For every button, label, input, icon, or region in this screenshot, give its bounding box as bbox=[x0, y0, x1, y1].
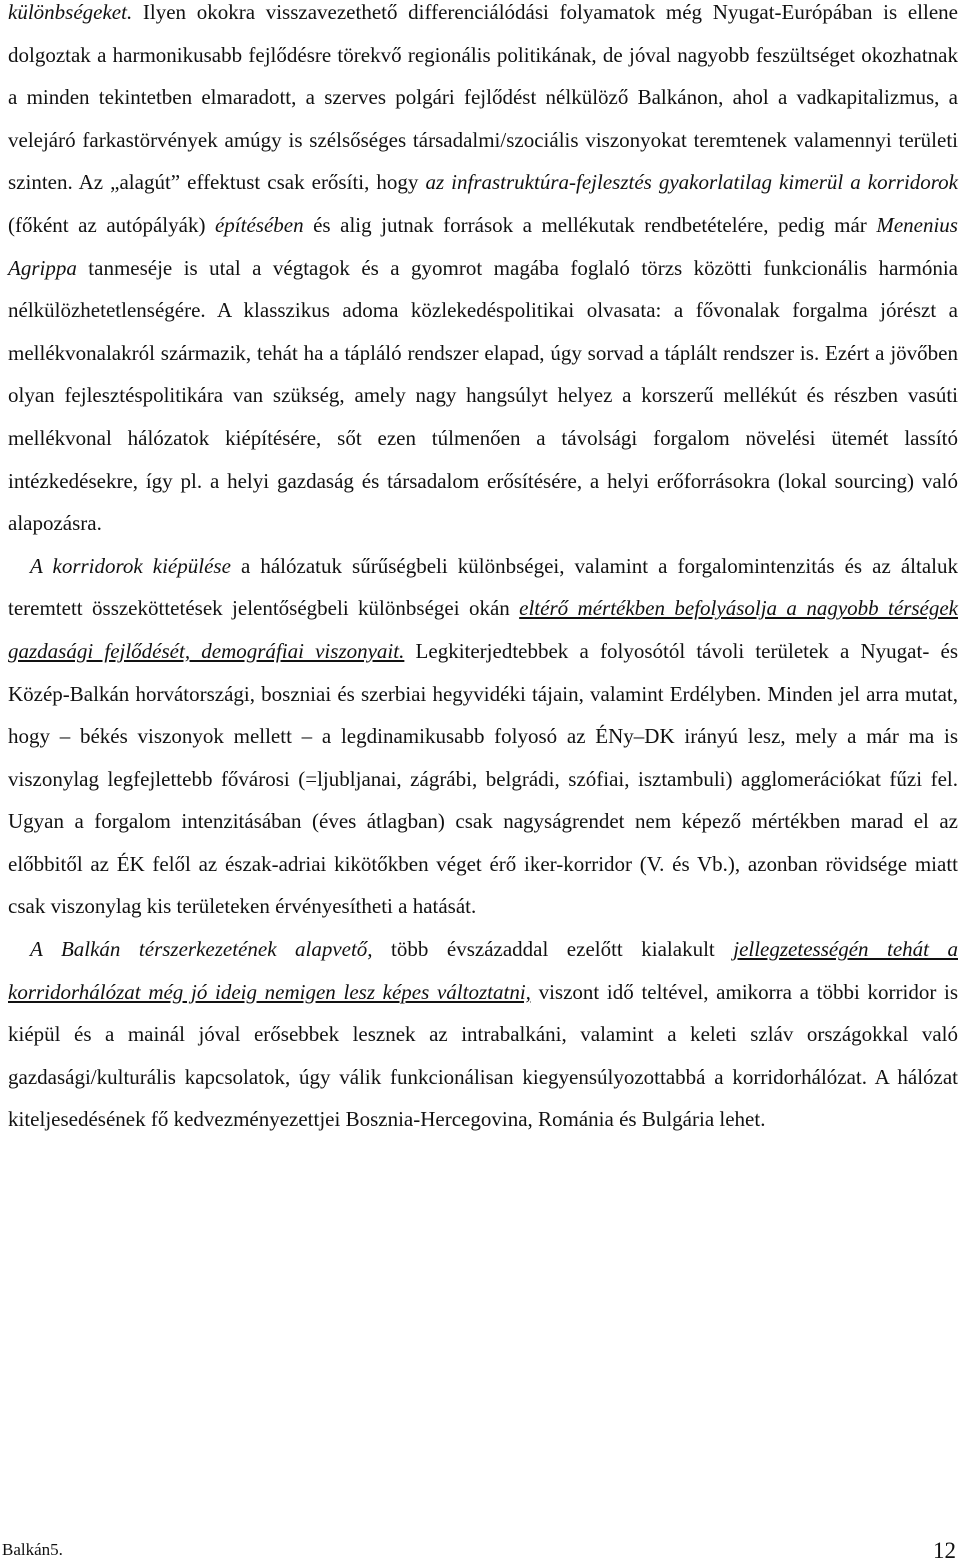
paragraph-1 bbox=[8, 0, 958, 545]
text-segment: A korridorok kiépülése bbox=[30, 553, 231, 578]
text-segment: több évszázaddal ezelőtt kialakult bbox=[372, 937, 734, 962]
text-segment: eltérő mértékben befolyásolja a nagyobb térségek gazdasági fejlődését, demográfiai viszonyait. bbox=[8, 596, 958, 663]
document-page bbox=[8, 0, 958, 1141]
text-segment: Legkiterjedtebbek a folyosótól távoli területek a Nyugat- és Közép-Balkán horvátországi, boszniai és szerbiai hegyvidéki tájain, valamint Erdélyben. Minden jel arra mutat, hogy – békés viszonyok mellett – a legdinamikusabb folyosó az ÉNy–DK irányú lesz, mely a már ma is viszonylag legfejlettebb fővárosi (=ljubljanai, zágrábi, belgrádi, szófiai, isztambuli) agglomerációkat fűzi fel. Ugyan a forgalom intenzitásában (éves átlagban) csak nagyságrendet nem képező mértékben marad el az előbbitől az ÉK felől az észak-adriai kikötőkben véget érő iker-korridor (V. és Vb.), azonban rövidsége miatt csak viszonylag kis területeken érvényesítheti a hatását. bbox=[8, 638, 958, 919]
page-number: 12 bbox=[933, 1538, 956, 1563]
text-segment: Ilyen okokra visszavezethető differenciálódási folyamatok még Nyugat-Európában is ellene dolgoztak a harmonikusabb fejlődésre törekvő regionális politikának, de jóval nagyobb feszültséget okozhatnak a minden tekintetben elmaradott, a szerves polgári fejlődést nélkülöző Balkánon, ahol a vadkapitalizmus, a velejáró farkastörvények amúgy is szélsőséges társadalmi/szociális viszonyokat teremtenek valamennyi területi szinten. Az „alagút” effektust csak erősíti, hogy bbox=[8, 0, 958, 195]
footer-label: Balkán5. bbox=[2, 1540, 63, 1559]
text-segment: jellegzetességén tehát a korridorhálózat még jó ideig nemigen lesz képes változtatni, bbox=[8, 937, 958, 1004]
text-segment: viszont idő teltével, amikorra a többi korridor is kiépül és a mainál jóval erősebbek lesznek az intrabalkáni, valamint a keleti szláv országokkal való gazdasági/kulturális kapcsolatok, úgy válik funkcionálisan kiegyensúlyozottabbá a korridorhálózat. A hálózat kiteljesedésének fő kedvezményezettjei Bosznia-Hercegovina, Románia és Bulgária lehet. bbox=[8, 979, 959, 1132]
text-segment: A Balkán térszerkezetének alapvető, bbox=[30, 937, 373, 962]
text-segment: az infrastruktúra-fejlesztés gyakorlatilag kimerül a korridorok bbox=[425, 170, 959, 195]
text-segment: tanmeséje is utal a végtagok és a gyomrot magába foglaló törzs közötti funkcionális harmónia nélkülözhetetlenségére. A klasszikus adoma közlekedéspolitikai olvasata: a fővonalak forgalma jórészt a mellékvonalakról származik, tehát ha a tápláló rendszer elapad, úgy sorvad a táplált rendszer is. Ezért a jövőben olyan fejlesztéspolitikára van szükség, amely nagy hangsúlyt helyez a korszerű mellékút és részben vasúti mellékvonal hálózatok kiépítésére, sőt ezen túlmenően a távolsági forgalom növelési ütemét lassító intézkedésekre, így pl. a helyi gazdaság és társadalom erősítésére, a helyi erőforrásokra (lokal sourcing) való alapozásra. bbox=[8, 255, 958, 536]
text-segment: Menenius Agrippa bbox=[8, 212, 958, 280]
text-segment: és alig jutnak források a mellékutak rendbetételére, pedig már bbox=[303, 212, 877, 237]
text-segment: a hálózatuk sűrűségbeli különbségei, valamint a forgalomintenzitás és az általuk teremtett összeköttetések jelentőségbeli különbségei okán bbox=[8, 553, 959, 621]
text-segment: építésében bbox=[214, 212, 304, 237]
text-segment: (főként az autópályák) bbox=[8, 212, 215, 237]
paragraph-3 bbox=[8, 928, 958, 1141]
paragraph-2 bbox=[8, 545, 958, 928]
text-segment: különbségeket. bbox=[8, 0, 133, 24]
